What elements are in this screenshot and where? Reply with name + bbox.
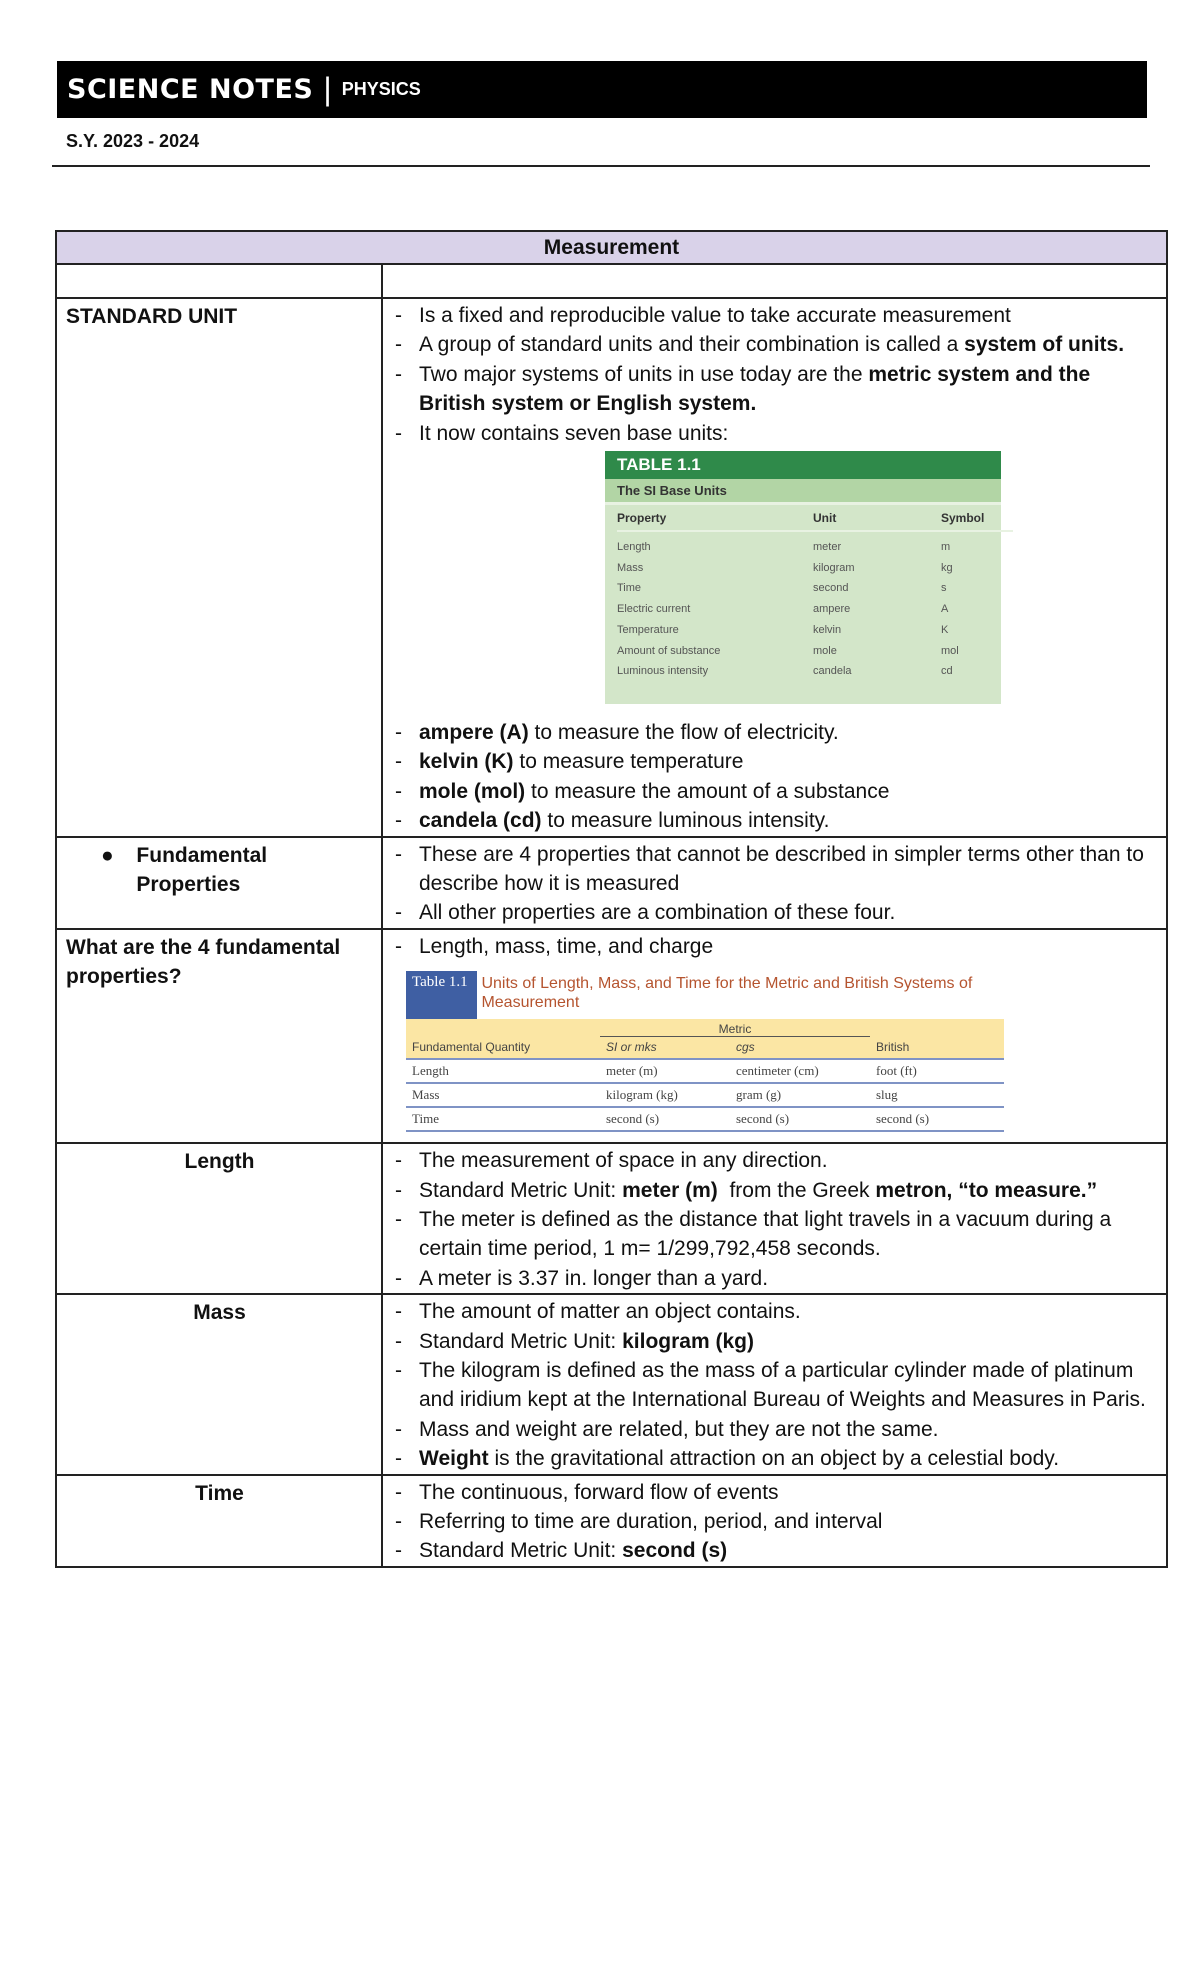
row-label-four-properties: What are the 4 fundamental properties?	[56, 929, 382, 1143]
units-table	[406, 971, 1004, 1132]
si-table-title: The SI Base Units	[605, 479, 1001, 505]
si-cell: Time	[617, 582, 642, 595]
list-item: - It now contains seven base units:	[391, 419, 1160, 448]
table-row	[56, 929, 1167, 1143]
list-item: - ampere (A) to measure the flow of electricity.	[391, 718, 1160, 747]
row-content-standard-unit	[382, 298, 1167, 837]
row-content-mass	[382, 1294, 1167, 1474]
notes-table	[55, 230, 1168, 1568]
units-cell: kilogram (kg)	[606, 1087, 678, 1103]
list-item: - Length, mass, time, and charge	[391, 932, 1160, 961]
si-cell: second	[813, 582, 849, 595]
row-label-time: Time	[56, 1475, 382, 1567]
units-table-tag: Table 1.1	[406, 971, 477, 1019]
si-cell: Luminous intensity	[617, 665, 709, 678]
si-cell: A	[941, 603, 949, 616]
si-cell: Temperature	[617, 623, 679, 636]
si-cell: Electric current	[617, 603, 691, 616]
table-row	[56, 1294, 1167, 1474]
units-cell: second (s)	[876, 1111, 930, 1127]
units-cell: second (s)	[736, 1111, 790, 1127]
notes-title: SCIENCE NOTES	[67, 74, 314, 105]
units-col-header: SI or mks	[606, 1040, 657, 1055]
list-item: - Mass and weight are related, but they are not the same.	[391, 1415, 1160, 1444]
units-row	[406, 1106, 1004, 1132]
header-banner	[57, 61, 1147, 118]
list-item: - The measurement of space in any direction.	[391, 1146, 1160, 1175]
table-row	[56, 298, 1167, 837]
si-cell: m	[941, 541, 951, 554]
units-cell: gram (g)	[736, 1087, 782, 1103]
row-content-fundamental	[382, 837, 1167, 929]
table-heading: Measurement	[56, 231, 1167, 264]
bullet-icon: ●	[101, 843, 114, 867]
table-heading-row	[56, 231, 1167, 264]
si-cell: mol	[941, 644, 959, 657]
units-cell: Length	[412, 1063, 449, 1079]
si-cell: Mass	[617, 561, 644, 574]
si-col-header: Symbol	[941, 505, 1013, 532]
list-item: - All other properties are a combination of these four.	[391, 898, 1160, 927]
school-year: S.Y. 2023 - 2024	[66, 131, 200, 151]
units-table-figure	[391, 961, 1160, 1142]
list-item: - A meter is 3.37 in. longer than a yard.	[391, 1264, 1160, 1293]
list-item: - The continuous, forward flow of events	[391, 1478, 1160, 1507]
header-divider	[52, 165, 1150, 167]
units-cell: foot (ft)	[876, 1063, 917, 1079]
units-row	[406, 1082, 1004, 1106]
si-cell: s	[941, 582, 947, 595]
title-separator: |	[323, 71, 332, 107]
units-row	[406, 1058, 1004, 1082]
table-row	[56, 1143, 1167, 1294]
list-item: - The amount of matter an object contains.	[391, 1297, 1160, 1326]
row-content-length	[382, 1143, 1167, 1294]
table-row	[56, 837, 1167, 929]
units-cell: slug	[876, 1087, 898, 1103]
list-item: - Weight is the gravitational attraction on an object by a celestial body.	[391, 1444, 1160, 1473]
si-cell: meter	[813, 541, 842, 554]
si-col-header: Unit	[813, 505, 941, 532]
units-col-header: Fundamental Quantity	[412, 1040, 531, 1055]
units-cell: second (s)	[606, 1111, 660, 1127]
units-cell: Time	[412, 1111, 439, 1127]
si-cell: candela	[813, 665, 852, 678]
si-cell: K	[941, 623, 949, 636]
si-cell: mole	[813, 644, 837, 657]
si-cell: kelvin	[813, 623, 842, 636]
units-col-header: cgs	[736, 1040, 755, 1055]
fundamental-label: Fundamental Properties	[136, 843, 268, 896]
si-table-tag: TABLE 1.1	[605, 451, 1001, 479]
list-item: - The meter is defined as the distance that light travels in a vacuum during a certain time period, 1 m= 1/299,792,458 seconds.	[391, 1205, 1160, 1264]
row-label-standard-unit: STANDARD UNIT	[56, 298, 382, 837]
si-cell: cd	[941, 665, 953, 678]
row-content-four-properties	[382, 929, 1167, 1143]
units-col-header: British	[876, 1040, 910, 1055]
list-item: - mole (mol) to measure the amount of a substance	[391, 777, 1160, 806]
units-cell: meter (m)	[606, 1063, 658, 1079]
si-cell: Amount of substance	[617, 644, 721, 657]
units-table-title: Units of Length, Mass, and Time for the Metric and British Systems of Measurement	[481, 975, 973, 1012]
metric-header: Metric	[600, 1019, 870, 1037]
si-cell: kg	[941, 561, 953, 574]
list-item: - kelvin (K) to measure temperature	[391, 747, 1160, 776]
si-col-header: Property	[617, 505, 813, 532]
list-item: - Referring to time are duration, period, and interval	[391, 1507, 1160, 1536]
si-cell: Length	[617, 541, 651, 554]
units-cell: Mass	[412, 1087, 440, 1103]
si-cell: kilogram	[813, 561, 855, 574]
list-item: - Standard Metric Unit: kilogram (kg)	[391, 1327, 1160, 1356]
si-base-units-figure	[391, 448, 1160, 718]
subject-label: PHYSICS	[341, 79, 421, 99]
si-cell: ampere	[813, 603, 851, 616]
list-item: - A group of standard units and their combination is called a system of units.	[391, 330, 1160, 359]
empty-cell	[56, 264, 382, 298]
row-label-mass: Mass	[56, 1294, 382, 1474]
empty-cell	[382, 264, 1167, 298]
empty-row	[56, 264, 1167, 298]
list-item: - Standard Metric Unit: second (s)	[391, 1536, 1160, 1565]
row-content-time	[382, 1475, 1167, 1567]
list-item: - Two major systems of units in use today are the metric system and the British system or English system.	[391, 360, 1160, 419]
list-item: - Standard Metric Unit: meter (m) from the Greek metron, “to measure.”	[391, 1176, 1160, 1205]
row-label-length: Length	[56, 1143, 382, 1294]
si-base-units-table	[605, 451, 1001, 704]
units-cell: centimeter (cm)	[736, 1063, 819, 1079]
row-label-fundamental	[56, 837, 382, 929]
list-item: - These are 4 properties that cannot be described in simpler terms other than to describe how it is measured	[391, 840, 1160, 899]
table-row	[56, 1475, 1167, 1567]
list-item: - Is a fixed and reproducible value to take accurate measurement	[391, 301, 1160, 330]
list-item: - The kilogram is defined as the mass of a particular cylinder made of platinum and iridium kept at the International Bureau of Weights and Measures in Paris.	[391, 1356, 1160, 1415]
list-item: - candela (cd) to measure luminous intensity.	[391, 806, 1160, 835]
